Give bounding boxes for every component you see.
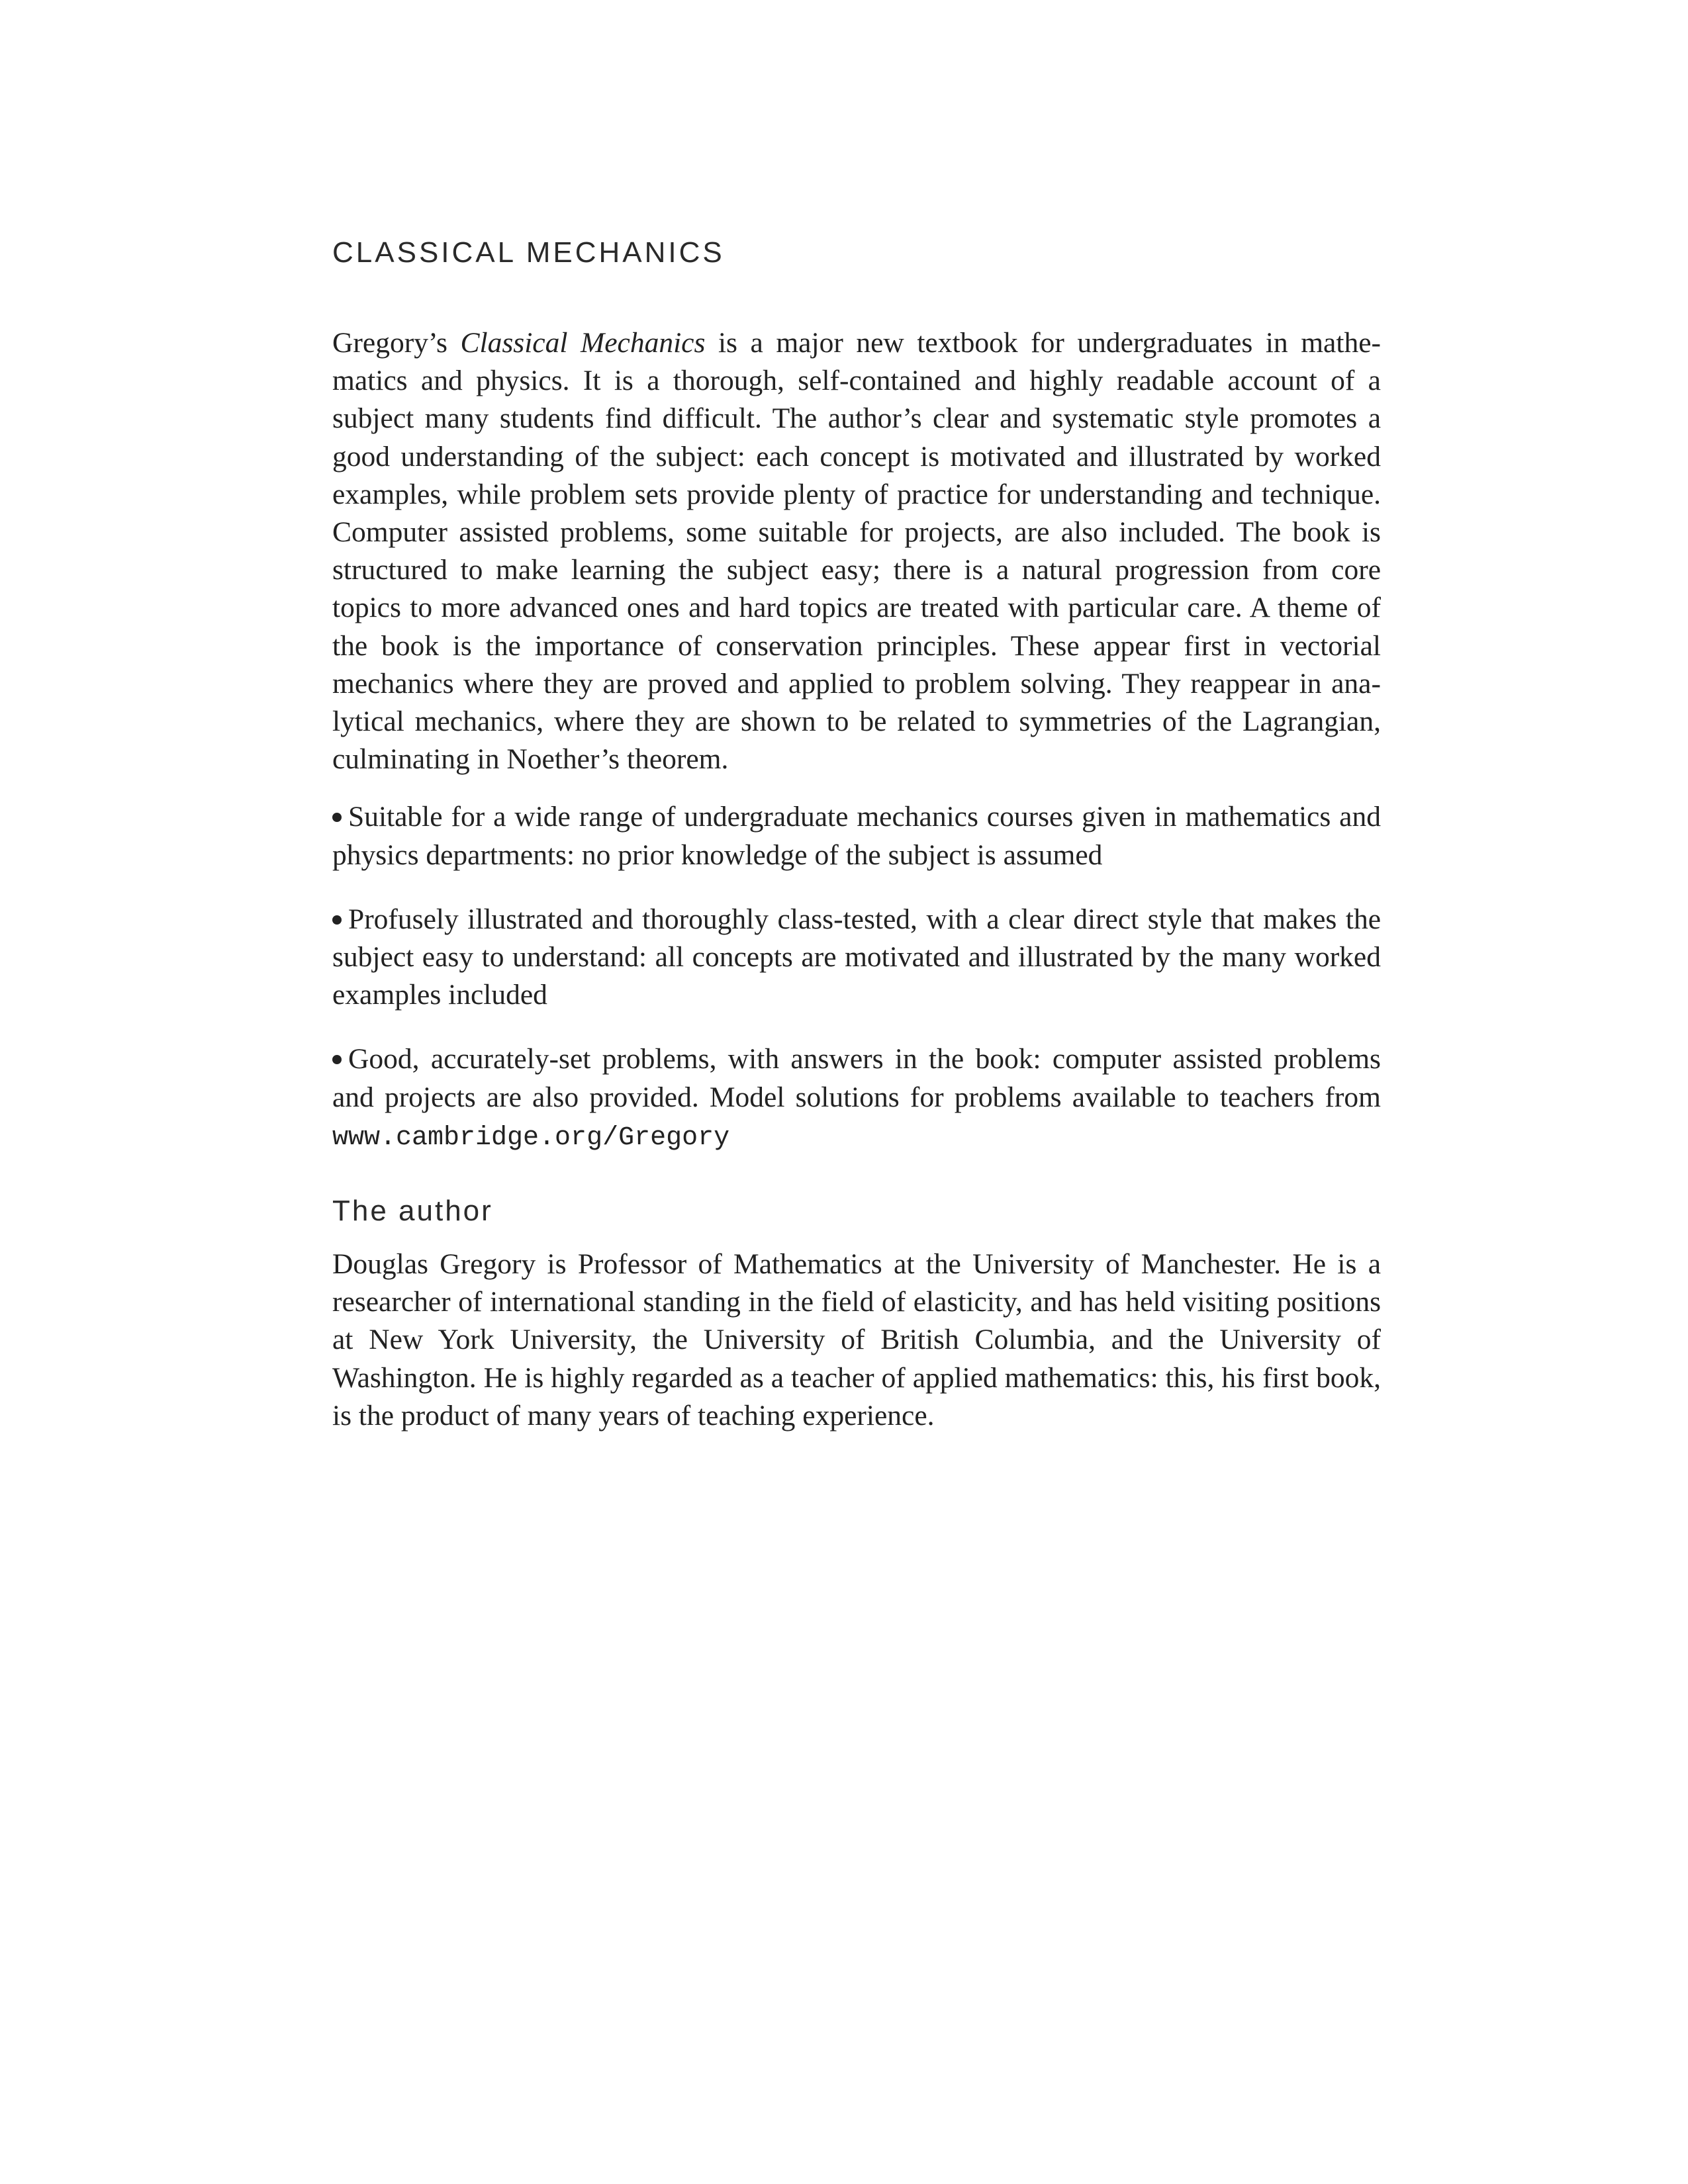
- bullet-icon: [332, 915, 342, 925]
- bullet-icon: [332, 813, 342, 822]
- book-title: CLASSICAL MECHANICS: [332, 236, 725, 269]
- author-heading: The author: [332, 1195, 493, 1228]
- book-name: Classical Mechanics: [460, 327, 706, 359]
- back-cover-text: [332, 232, 1381, 1435]
- description-lead: Gregory’s: [332, 327, 461, 359]
- website-link[interactable]: www.cambridge.org/Gregory: [332, 1122, 730, 1153]
- feature-text: Profusely illustrated and thoroughly class-tested, with a clear direct style that makes the subject easy to understand: all concepts are motivated and illustrated by the many worked examples included: [332, 903, 1381, 1011]
- book-description: [332, 324, 1381, 778]
- author-bio: Douglas Gregory is Professor of Mathematics at the University of Manchester. He is a researcher of international standing in the field of elasticity, and has held visiting positions at New York University, the University of British Columbia, and the University of Washington. He is highly regarded as a teacher of applied mathematics: this, his first book, is the product of many years of teaching experience.: [332, 1248, 1381, 1432]
- bullet-icon: [332, 1055, 342, 1064]
- feature-item: [332, 1040, 1381, 1157]
- feature-list: [332, 798, 1381, 1157]
- feature-item: [332, 901, 1381, 1015]
- feature-text: Suitable for a wide range of undergraduate mechanics courses given in mathematics and physics departments: no prior knowledge of the subject is assumed: [332, 801, 1381, 871]
- feature-text: Good, accurately-set problems, with answers in the book: computer assisted problems and projects are also provided. Model solutions for problems available to teachers from: [332, 1043, 1381, 1113]
- description-body: is a major new textbook for undergraduates in mathematics and physics. It is a thorough, self-contained and highly readable account of a subject many students find difficult. The author’s clear and systematic style promotes a good understanding of the subject: each concept is motivated and illustrated by worked examples, while problem sets provide plenty of practice for understanding and technique. Computer assisted problems, some suitable for projects, are also included. The book is structured to make learning the subject easy; there is a natural progression from core topics to more advanced ones and hard topics are treated with particular care. A theme of the book is the importance of conservation principles. These appear first in vectorial mechanics where they are proved and applied to problem solving. They reappear in analytical mechanics, where they are shown to be related to symmetries of the Lagrangian, culminating in Noether’s theorem.: [332, 327, 1381, 776]
- feature-item: [332, 798, 1381, 874]
